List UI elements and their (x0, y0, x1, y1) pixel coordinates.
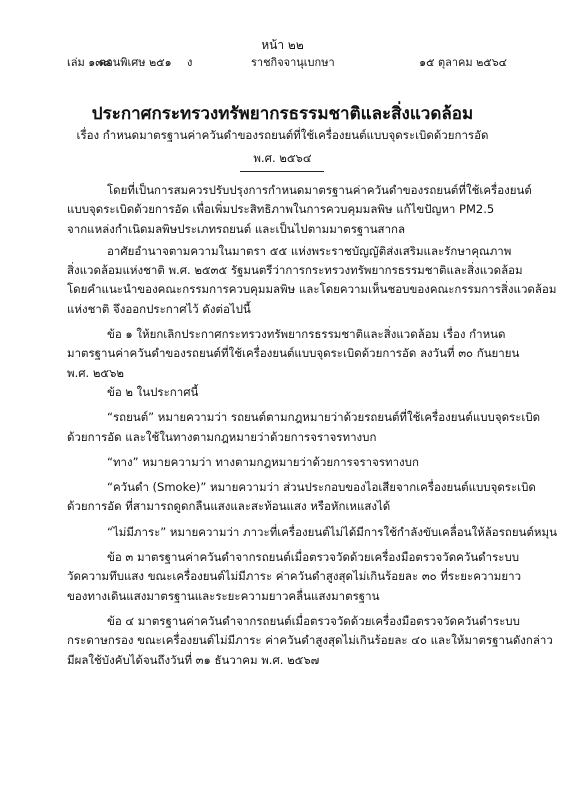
paragraph-line: “ควันดำ (Smoke)” หมายความว่า ส่วนประกอบของไอเสียจากเครื่องยนต์แบบจุดระเบิด (107, 480, 536, 495)
gazette-name: ราชกิจจานุเบกษา (251, 56, 335, 69)
paragraph-line: สิ่งแวดล้อมแห่งชาติ พ.ศ. ๒๕๓๕ รัฐมนตรีว่าการกระทรวงทรัพยากรธรรมชาติและสิ่งแวดล้อม (67, 263, 523, 278)
paragraph-line: โดยคำแนะนำของคณะกรรมการควบคุมมลพิษ และโดยความเห็นชอบของคณะกรรมการสิ่งแวดล้อม (67, 282, 557, 297)
title-divider (240, 171, 324, 172)
paragraph-line: แบบจุดระเบิดด้วยการอัด เพื่อเพิ่มประสิทธิภาพในการควบคุมมลพิษ แก้ไขปัญหา PM2.5 (67, 202, 495, 217)
paragraph-line: อาศัยอำนาจตามความในมาตรา ๕๕ แห่งพระราชบัญญัติส่งเสริมและรักษาคุณภาพ (107, 243, 512, 258)
paragraph (67, 478, 536, 517)
paragraph-line: โดยที่เป็นการสมควรปรับปรุงการกำหนดมาตรฐานค่าควันดำของรถยนต์ที่ใช้เครื่องยนต์ (107, 183, 532, 197)
paragraph-line: จากแหล่งกำเนิดมลพิษประเภทรถยนต์ และเป็นไปตามมาตรฐานสากล (67, 221, 406, 236)
paragraph (67, 612, 553, 670)
announcement-title: ประกาศกระทรวงทรัพยากรธรรมชาติและสิ่งแวดล้อม (91, 104, 474, 124)
paragraph-line: ของทางเดินแสงมาตรฐานและระยะความยาวคลื่นแสงมาตรฐาน (67, 588, 380, 603)
document-body (67, 181, 557, 670)
paragraph (67, 181, 532, 239)
paragraph (67, 325, 520, 383)
paragraph-line: ด้วยการอัด ที่สามารถดูดกลืนแสงและสะท้อนแสง หรือหักเหแสงได้ (67, 499, 391, 514)
paragraph-line: “ทาง” หมายความว่า ทางตามกฎหมายว่าด้วยการจราจรทางบก (107, 454, 419, 469)
announcement-year: พ.ศ. ๒๕๖๔ (253, 151, 312, 165)
paragraph (67, 408, 541, 447)
paragraph-line: “ไม่มีภาระ” หมายความว่า ภาวะที่เครื่องยนต์ไม่ได้มีการใช้กำลังขับเคลื่อนให้ล้อรถยนต์หมุน (107, 524, 557, 539)
paragraph (67, 453, 507, 472)
paragraph-line: ข้อ ๔ มาตรฐานค่าควันดำจากรถยนต์เมื่อตรวจวัดด้วยเครื่องมือตรวจวัดควันดำระบบ (107, 613, 520, 628)
paragraph-line: มีผลใช้บังคับได้จนถึงวันที่ ๓๑ ธันวาคม พ.ศ. ๒๕๖๗ (67, 652, 320, 667)
paragraph-line: พ.ศ. ๒๕๖๒ (67, 365, 125, 380)
issue-section: ง (187, 56, 193, 69)
paragraph (67, 242, 557, 319)
paragraph-line: มาตรฐานค่าควันดำของรถยนต์ที่ใช้เครื่องยนต์แบบจุดระเบิดด้วยการอัด ลงวันที่ ๓๐ กันยายน (67, 346, 520, 361)
announcement-subject: เรื่อง กำหนดมาตรฐานค่าควันดำของรถยนต์ที่ใช้เครื่องยนต์แบบจุดระเบิดด้วยการอัด (76, 128, 489, 142)
paragraph-line: ข้อ ๒ ในประกาศนี้ (107, 384, 199, 399)
volume-number: เล่ม ๑๓๘ (67, 56, 112, 69)
paragraph-line: ข้อ ๓ มาตรฐานค่าควันดำจากรถยนต์เมื่อตรวจวัดด้วยเครื่องมือตรวจวัดควันดำระบบ (107, 550, 520, 565)
paragraph-line: แห่งชาติ จึงออกประกาศไว้ ดังต่อไปนี้ (67, 301, 251, 316)
paragraph (67, 383, 507, 402)
paragraph-line: “รถยนต์” หมายความว่า รถยนต์ตามกฎหมายว่าด้วยรถยนต์ที่ใช้เครื่องยนต์แบบจุดระเบิด (107, 410, 541, 425)
paragraph-line: ด้วยการอัด และใช้ในทางตามกฎหมายว่าด้วยการจราจรทางบก (67, 429, 377, 444)
paragraph (67, 548, 522, 606)
paragraph-line: ข้อ ๑ ให้ยกเลิกประกาศกระทรวงทรัพยากรธรรมชาติและสิ่งแวดล้อม เรื่อง กำหนด (107, 327, 506, 342)
paragraph (67, 523, 557, 542)
special-issue: ตอนพิเศษ ๒๕๑ (99, 56, 172, 69)
page-number: หน้า ๒๒ (261, 38, 304, 52)
paragraph-line: กระดาษกรอง ขณะเครื่องยนต์ไม่มีภาระ ค่าควันดำสูงสุดไม่เกินร้อยละ ๔๐ และให้มาตรฐานดังกล่าว (67, 633, 553, 648)
paragraph-line: วัดความทึบแสง ขณะเครื่องยนต์ไม่มีภาระ ค่าควันดำสูงสุดไม่เกินร้อยละ ๓๐ ที่ระยะความยาว (67, 569, 522, 584)
issue-date: ๑๕ ตุลาคม ๒๕๖๔ (419, 56, 507, 69)
